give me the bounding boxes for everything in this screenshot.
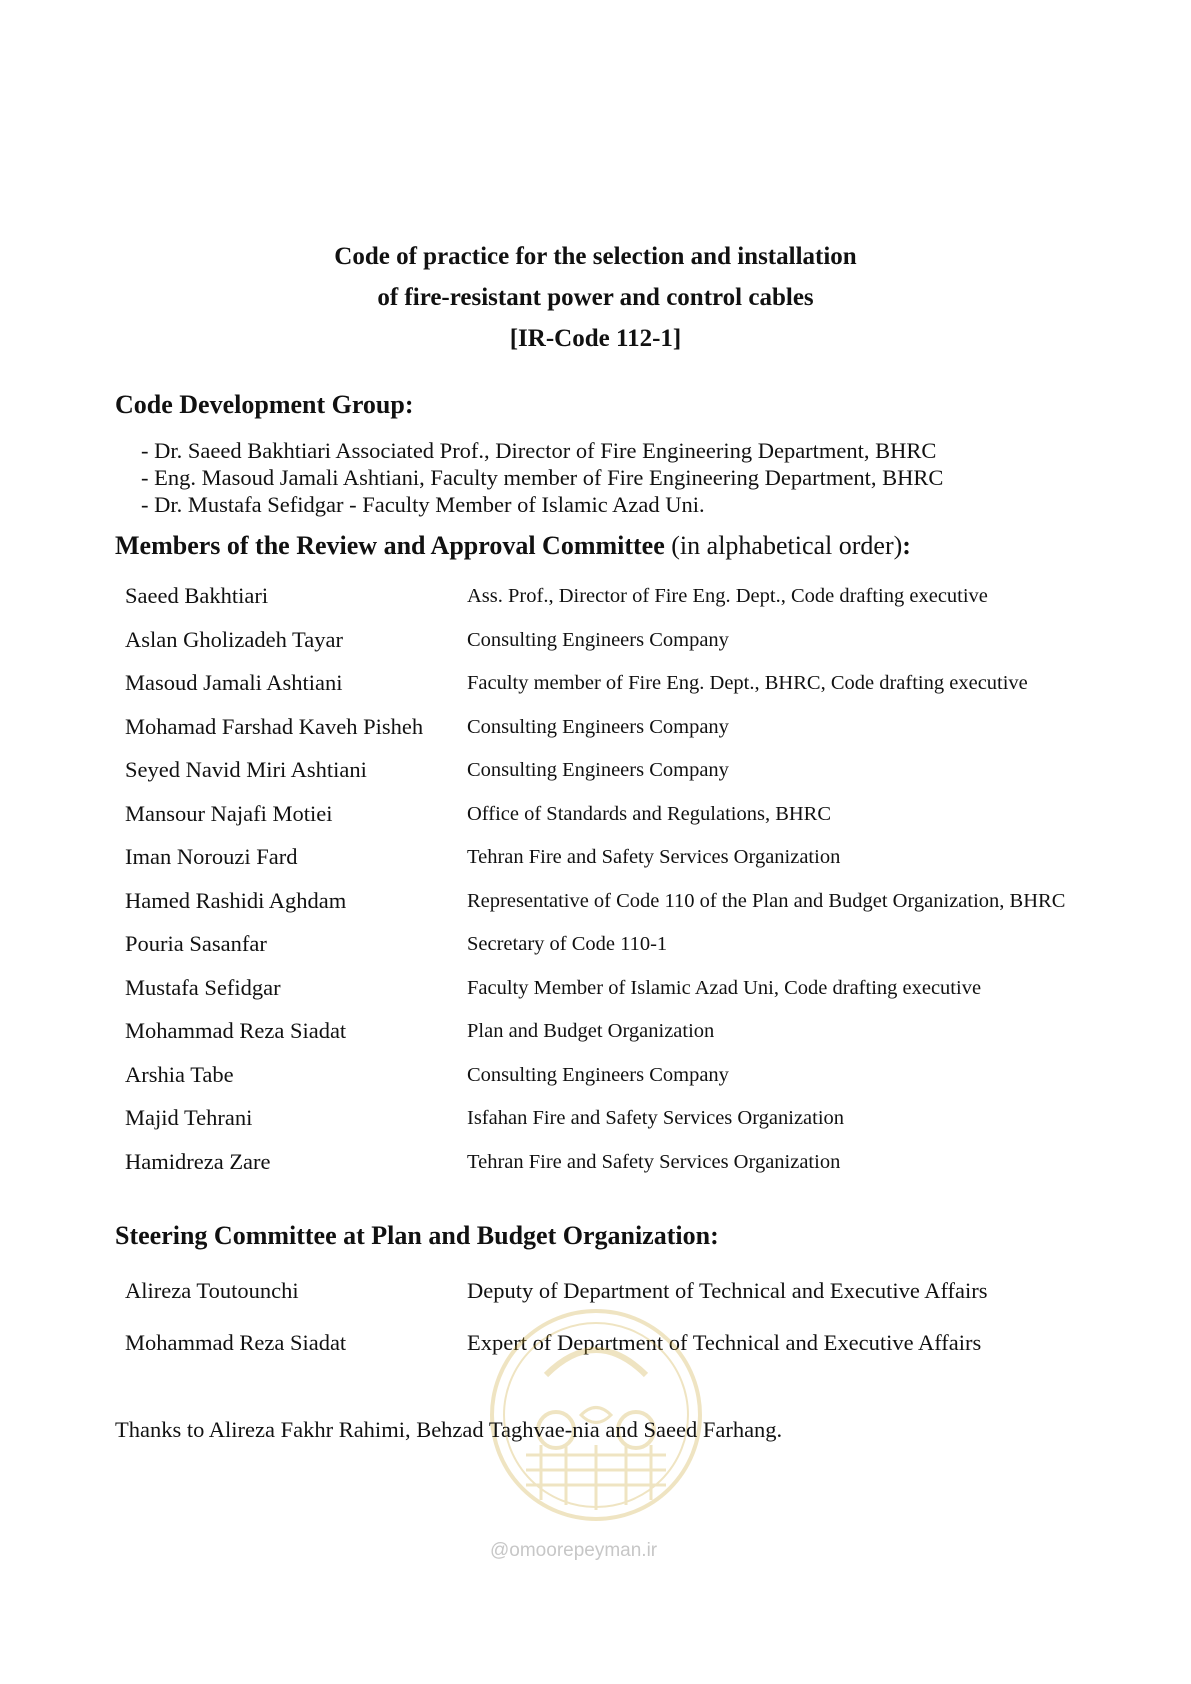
- review-committee-heading-text: Members of the Review and Approval Committee: [115, 531, 665, 560]
- member-role: Office of Standards and Regulations, BHRC: [467, 803, 832, 825]
- member-name: Aslan Gholizadeh Tayar: [125, 627, 343, 652]
- code-development-group-heading: Code Development Group:: [115, 390, 414, 419]
- member-role: Representative of Code 110 of the Plan and Budget Organization, BHRC: [467, 890, 1066, 912]
- member-role: Consulting Engineers Company: [467, 1064, 729, 1086]
- member-role: Tehran Fire and Safety Services Organization: [467, 1151, 841, 1173]
- member-role: Consulting Engineers Company: [467, 759, 729, 781]
- member-role: Expert of Department of Technical and Executive Affairs: [467, 1330, 982, 1355]
- member-name: Alireza Toutounchi: [125, 1278, 299, 1303]
- member-name: Mansour Najafi Motiei: [125, 801, 333, 826]
- member-role: Secretary of Code 110-1: [467, 933, 668, 955]
- list-item: - Dr. Mustafa Sefidgar - Faculty Member of Islamic Azad Uni.: [141, 492, 705, 517]
- member-name: Mohamad Farshad Kaveh Pisheh: [125, 714, 424, 739]
- list-item: - Dr. Saeed Bakhtiari Associated Prof., Director of Fire Engineering Department, BHRC: [141, 438, 937, 463]
- list-item: - Eng. Masoud Jamali Ashtiani, Faculty member of Fire Engineering Department, BHRC: [141, 465, 944, 490]
- thanks-note: Thanks to Alireza Fakhr Rahimi, Behzad Taghvae-nia and Saeed Farhang.: [115, 1417, 783, 1442]
- member-role: Ass. Prof., Director of Fire Eng. Dept., Code drafting executive: [467, 585, 988, 607]
- member-role: Plan and Budget Organization: [467, 1020, 715, 1042]
- document-title: [0, 236, 1191, 359]
- steering-committee-heading: Steering Committee at Plan and Budget Organization:: [115, 1221, 719, 1250]
- member-name: Mustafa Sefidgar: [125, 975, 281, 1000]
- member-role: Tehran Fire and Safety Services Organization: [467, 846, 841, 868]
- member-name: Hamed Rashidi Aghdam: [125, 888, 347, 913]
- alphabetical-order-note: (in alphabetical order): [664, 531, 903, 560]
- code-development-group-list: [141, 437, 943, 518]
- member-name: Mohammad Reza Siadat: [125, 1018, 347, 1043]
- member-name: Masoud Jamali Ashtiani: [125, 670, 343, 695]
- member-name: Saeed Bakhtiari: [125, 583, 269, 608]
- member-name: Arshia Tabe: [125, 1062, 234, 1087]
- watermark-text: @omoorepeyman.ir: [490, 1540, 658, 1561]
- member-name: Pouria Sasanfar: [125, 931, 267, 956]
- title-line-3: [IR-Code 112-1]: [509, 325, 682, 352]
- member-role: Deputy of Department of Technical and Executive Affairs: [467, 1278, 988, 1303]
- heading-colon: :: [902, 531, 911, 560]
- member-name: Majid Tehrani: [125, 1105, 253, 1130]
- member-role: Faculty member of Fire Eng. Dept., BHRC, Code drafting executive: [467, 672, 1028, 694]
- title-line-1: Code of practice for the selection and installation: [334, 243, 857, 270]
- review-committee-heading: [115, 531, 911, 561]
- member-role: Consulting Engineers Company: [467, 716, 729, 738]
- member-role: Faculty Member of Islamic Azad Uni, Code drafting executive: [467, 977, 982, 999]
- watermark-seal-icon: [486, 1305, 706, 1525]
- member-role: Consulting Engineers Company: [467, 629, 729, 651]
- title-line-2: of fire-resistant power and control cables: [377, 284, 814, 311]
- member-name: Seyed Navid Miri Ashtiani: [125, 757, 367, 782]
- member-name: Iman Norouzi Fard: [125, 844, 298, 869]
- member-role: Isfahan Fire and Safety Services Organization: [467, 1107, 845, 1129]
- member-name: Mohammad Reza Siadat: [125, 1330, 347, 1355]
- member-name: Hamidreza Zare: [125, 1149, 271, 1174]
